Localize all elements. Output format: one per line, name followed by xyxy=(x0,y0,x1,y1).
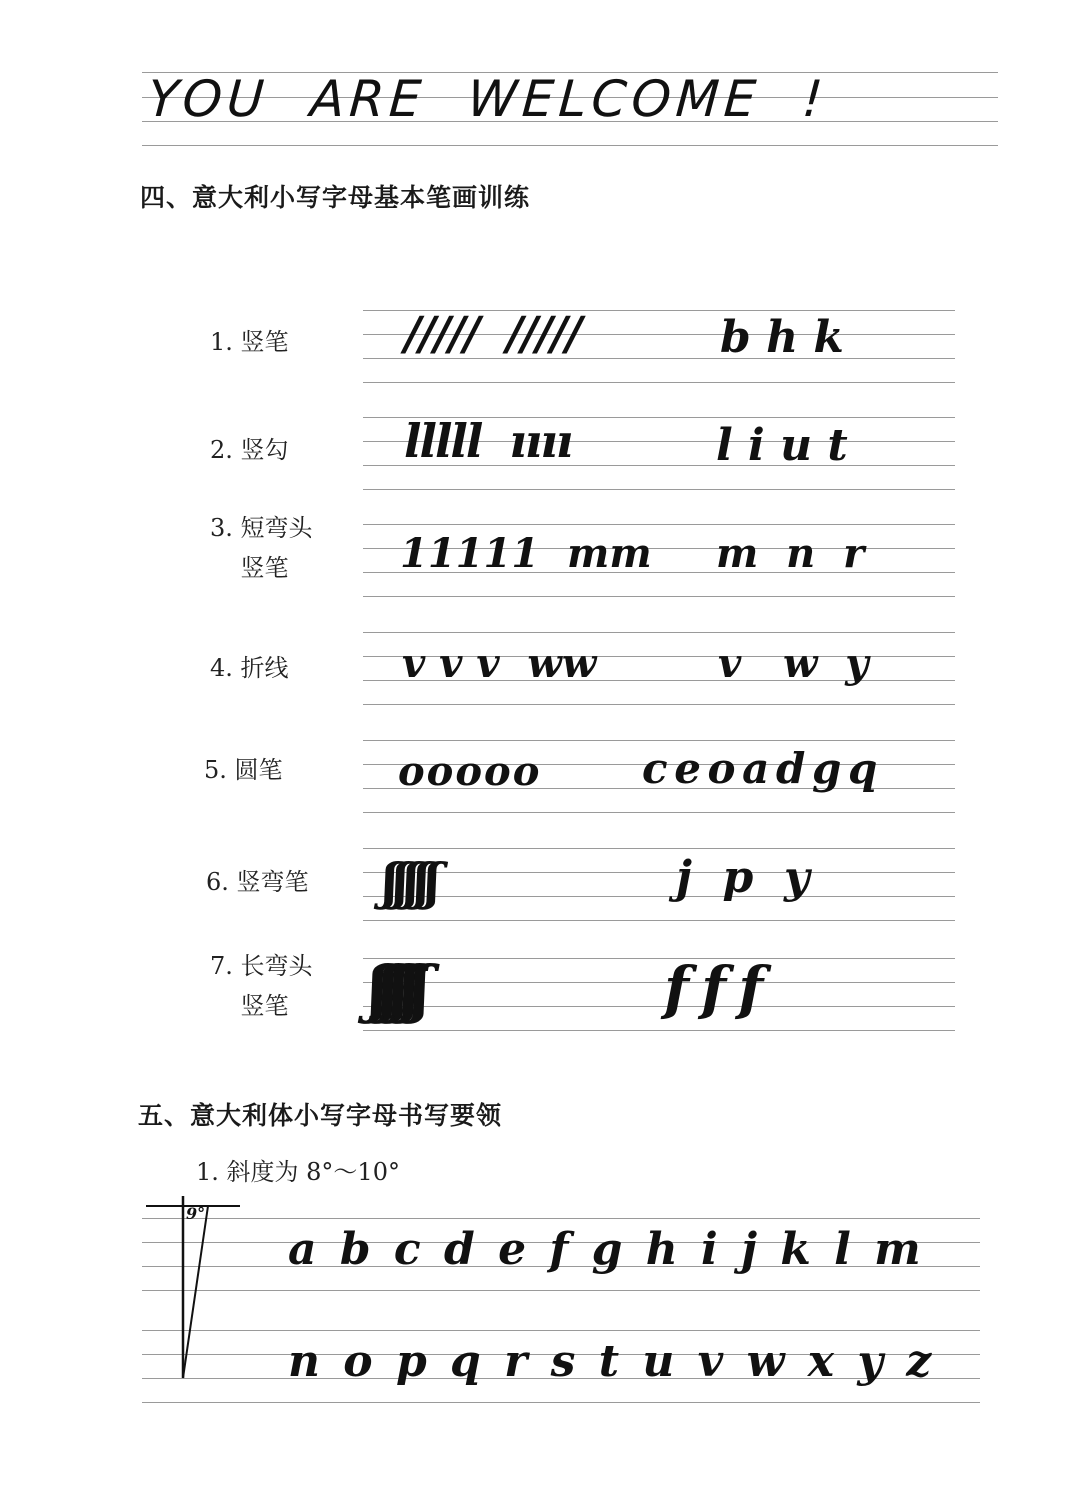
letter-sample-2: l i u t xyxy=(716,420,848,471)
alphabet-row-1: a b c d e f g h i j k l m xyxy=(288,1224,925,1275)
stroke-sample-6: ʃʃʃʃʃ xyxy=(382,852,435,911)
stroke-ruling-6 xyxy=(363,848,955,920)
stroke-ruling-7 xyxy=(363,958,955,1030)
welcome-banner: YOU ARE WELCOME ! xyxy=(145,70,830,128)
letter-sample-7: f f f xyxy=(664,954,760,1022)
letter-sample-3: m n r xyxy=(716,530,865,577)
letter-sample-4: v w y xyxy=(718,640,869,687)
stroke-sample-3: 11111 mm xyxy=(400,530,652,577)
section5-title: 五、意大利体小写字母书写要领 xyxy=(138,1101,503,1130)
alphabet-row-2: n o p q r s t u v w x y z xyxy=(288,1336,936,1387)
stroke-sample-1: ///// ///// xyxy=(404,306,581,360)
stroke-label-6: 6. 竖弯笔 xyxy=(206,868,309,896)
section4-title: 四、意大利小写字母基本笔画训练 xyxy=(140,183,531,212)
stroke-label-7: 7. 长弯头 竖笔 xyxy=(210,952,313,1020)
stroke-sample-4: v v v ww xyxy=(402,640,597,687)
stroke-sample-5: ooooo xyxy=(398,748,542,795)
stroke-label-2: 2. 竖勾 xyxy=(210,436,289,464)
stroke-sample-2: lllll ıııı xyxy=(404,414,572,468)
letter-sample-6: j p y xyxy=(676,852,810,903)
slant-note: 1. 斜度为 8°～10° xyxy=(196,1158,400,1186)
letter-sample-5: c e o a d g q xyxy=(642,744,874,793)
stroke-label-3: 3. 短弯头 竖笔 xyxy=(210,514,313,582)
stroke-label-5: 5. 圆笔 xyxy=(204,756,283,784)
stroke-label-1: 1. 竖笔 xyxy=(210,328,289,356)
stroke-sample-7: ʃʃʃʃʃ xyxy=(368,952,421,1025)
letter-sample-1: b h k xyxy=(720,312,844,363)
stroke-label-4: 4. 折线 xyxy=(210,654,289,682)
angle-mark: 9° xyxy=(186,1204,206,1223)
